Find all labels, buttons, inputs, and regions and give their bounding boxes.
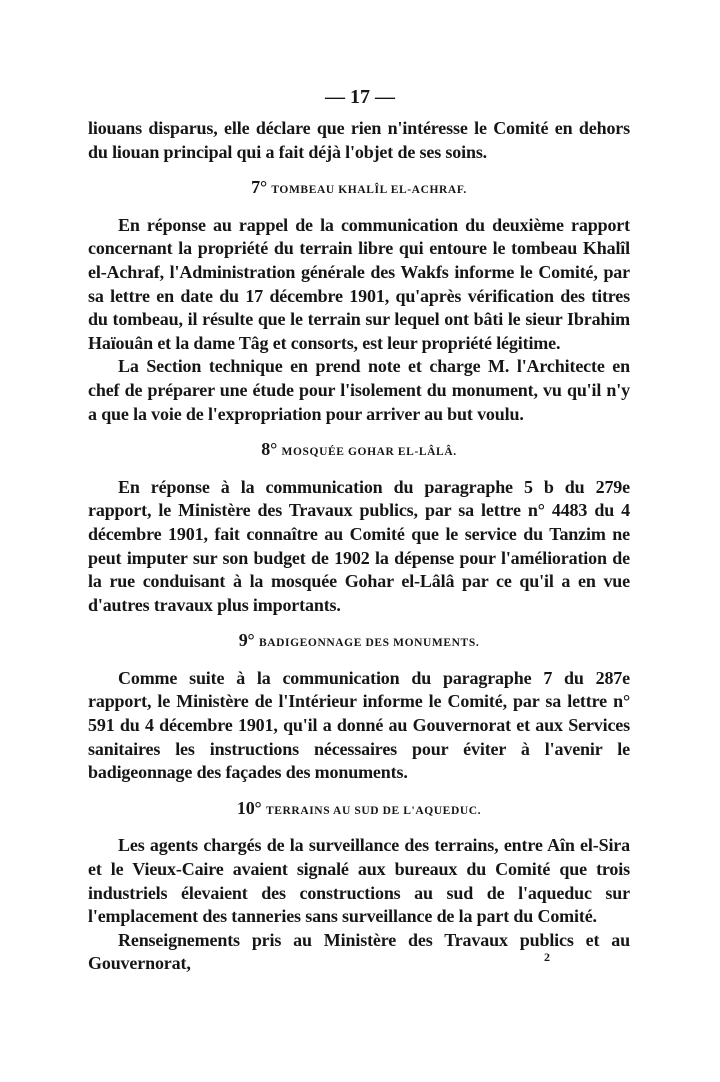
page-number: — 17 — [325,86,395,108]
paragraph: La Section technique en prend note et charge M. l'Architecte en chef de préparer une étude pour l'isolement du monument, vu qu'il n'y a que la voie de l'expropriation pour arriver au but voulu. [88,356,630,424]
paragraph: Les agents chargés de la surveillance des terrains, entre Aîn el-Sira et le Vieux-Caire avaient signalé aux bureaux du Comité que trois industriels élevaient des constructions au sud de l'aqueduc sur l'emplacement des tanneries sans surveillance de la part du Comité. [88,835,630,927]
section-number: 10° [236,797,262,818]
section-number: 8° [261,439,278,460]
body-text [88,117,630,976]
signature-mark: 2 [544,950,550,964]
section-heading-9 [88,629,630,656]
section-title: BADIGEONNAGE DES MONUMENTS. [258,637,480,650]
section-title: TERRAINS AU SUD DE L'AQUEDUC. [265,804,482,817]
section-title: TOMBEAU KHALÎL EL-ACHRAF. [271,184,467,197]
section-title: MOSQUÉE GOHAR EL-LÂLÂ. [281,446,457,459]
intro-paragraph: liouans disparus, elle déclare que rien n'intéresse le Comité en dehors du liouan principal qui a fait déjà l'objet de ses soins. [88,118,630,162]
paragraph: Comme suite à la communication du paragraphe 7 du 287e rapport, le Ministère de l'Intérieur informe le Comité, par sa lettre n° 591 du 4 décembre 1901, qu'il a donné au Gouvernorat et aux Services sanitaires les instructions nécessaires pour éviter à l'avenir le badigeonnage des façades des monuments. [88,667,630,783]
section-number: 7° [251,177,267,198]
section-heading-7 [88,176,630,203]
section-heading-10 [88,797,630,824]
paragraph: Renseignements pris au Ministère des Travaux publics et au Gouvernorat, [88,929,630,974]
paragraph: En réponse au rappel de la communication du deuxième rapport concernant la propriété du terrain libre qui entoure le tombeau Khalîl el-Achraf, l'Administration générale des Wakfs informe le Comité, par sa lettre en date du 17 décembre 1901, qu'après vérification des titres du tombeau, il résulte que le terrain sur lequel ont bâti le sieur Ibrahim Haïouân et la dame Tâg et consorts, est leur propriété légitime. [88,214,630,353]
section-heading-8 [88,438,630,465]
paragraph: En réponse à la communication du paragraphe 5 b du 279e rapport, le Ministère des Travaux publics, par sa lettre n° 4483 du 4 décembre 1901, fait connaître au Comité que le service du Tanzim ne peut imputer sur son budget de 1902 la dépense pour l'amélioration de la rue conduisant à la mosquée Gohar el-Lâlâ par ce qu'il a en vue d'autres travaux plus importants. [88,476,630,615]
section-number: 9° [238,630,255,651]
